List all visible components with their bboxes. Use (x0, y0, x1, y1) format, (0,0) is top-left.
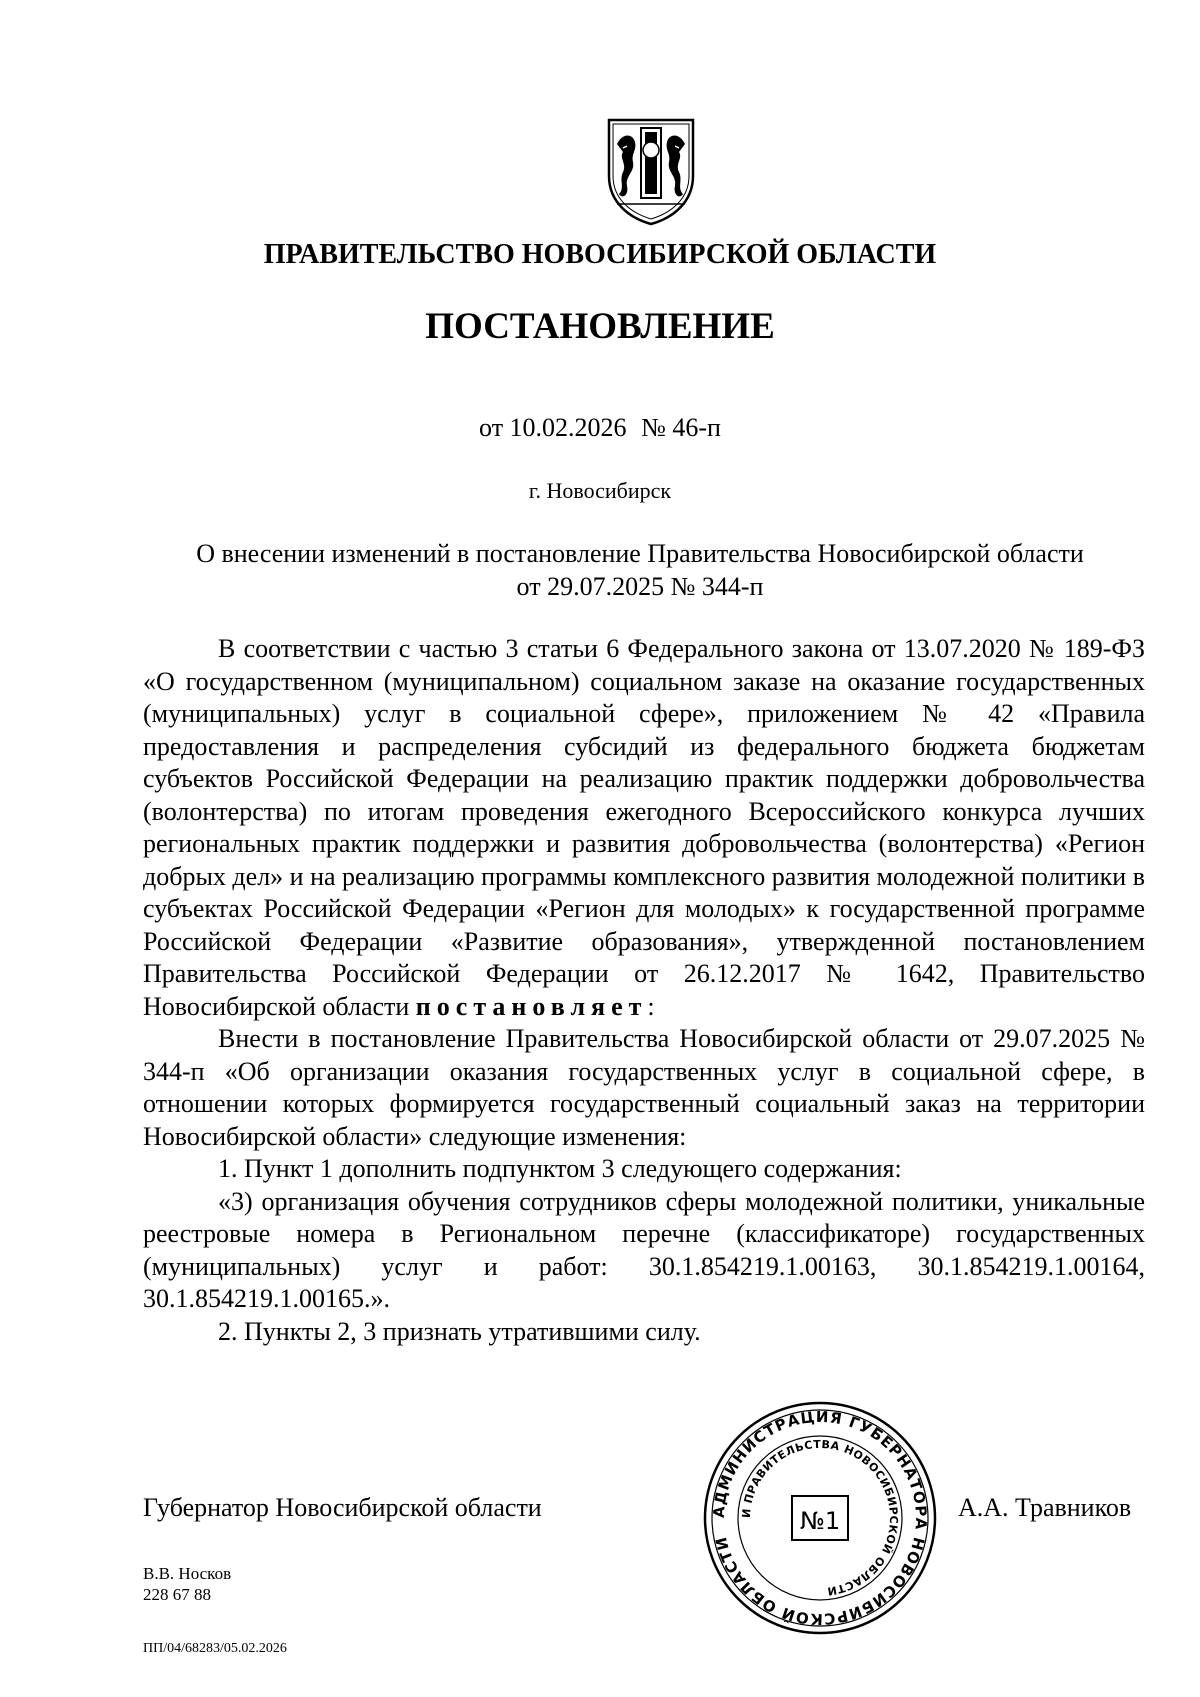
paragraph-item-1: 1. Пункт 1 дополнить подпунктом 3 следующего содержания: (218, 1154, 902, 1183)
preamble-text: В соответствии с частью 3 статьи 6 Федерального закона от 13.07.2020 № 189-ФЗ «О государственном (муниципальном) социальном заказе на оказание государственных (муниципальных) услуг в социальной сфере», приложением № 42 «Правила предоставления и распределения субсидий из федерального бюджета бюджетам субъектов Российской Федерации на реализацию практик поддержки добровольчества (волонтерства) по итогам проведения ежегодного Всероссийского конкурса лучших региональных практик поддержки и развития добровольчества (волонтерства) «Регион добрых дел» и на реализацию программы комплексного развития молодежной политики в субъектах Российской Федерации «Регион для молодых» к государственной программе Российской Федерации «Развитие образования», утвержденной постановлением Правительства Российской Федерации от 26.12.2017 № 1642, Правительство Новосибирской области (143, 634, 1145, 1021)
government-title: ПРАВИТЕЛЬСТВО НОВОСИБИРСКОЙ ОБЛАСТИ (263, 239, 937, 270)
decree-word: постановляет (415, 991, 648, 1021)
executor-phone: 228 67 88 (143, 1585, 211, 1604)
document-date-number (0, 412, 1200, 444)
decree-colon: : (647, 991, 655, 1021)
seal-number: №1 (799, 1507, 841, 1535)
registration-number: ПП/04/68283/05.02.2026 (143, 1641, 287, 1656)
executor-name: В.В. Носков (143, 1564, 232, 1583)
seal-inner-text: И ПРАВИТЕЛЬСТВА НОВОСИБИРСКОЙ ОБЛАСТИ (739, 1437, 901, 1598)
official-seal-icon (700, 1398, 940, 1638)
document-subject (140, 537, 1140, 603)
document-type-title: ПОСТАНОВЛЕНИЕ (425, 306, 775, 347)
seal-outer-text: АДМИНИСТРАЦИЯ ГУБЕРНАТОРА НОВОСИБИРСКОЙ ОБЛАСТИ (709, 1407, 931, 1629)
signatory-position: Губернатор Новосибирской области (143, 1493, 542, 1522)
coat-of-arms-icon (603, 114, 699, 226)
document-number: № 46-п (641, 413, 721, 442)
signatory-name: А.А. Травников (958, 1493, 1132, 1522)
subject-line-2: от 29.07.2025 № 344-п (516, 572, 764, 601)
subject-line-1: О внесении изменений в постановление Правительства Новосибирской области (196, 539, 1084, 568)
document-body (143, 633, 1145, 1348)
paragraph-amend: Внести в постановление Правительства Новосибирской области от 29.07.2025 № 344-п «Об организации оказания государственных услуг в социальной сфере, в отношении которых формируется государственный социальный заказ на территории Новосибирской области» следующие изменения: (143, 1024, 1145, 1151)
paragraph-preamble (143, 633, 1145, 1023)
paragraph-subitem-3: «3) организация обучения сотрудников сферы молодежной политики, уникальные реестровые номера в Региональном перечне (классификаторе) государственных (муниципальных) услуг и работ: 30.1.854219.1.00163, 30.1.854219.1.00164, 30.1.854219.1.00165.». (143, 1186, 1145, 1313)
document-city: г. Новосибирск (528, 478, 672, 503)
paragraph-item-2: 2. Пункты 2, 3 признать утратившими силу. (218, 1316, 701, 1346)
document-date: от 10.02.2026 (479, 413, 627, 442)
executor-block (143, 1563, 231, 1605)
